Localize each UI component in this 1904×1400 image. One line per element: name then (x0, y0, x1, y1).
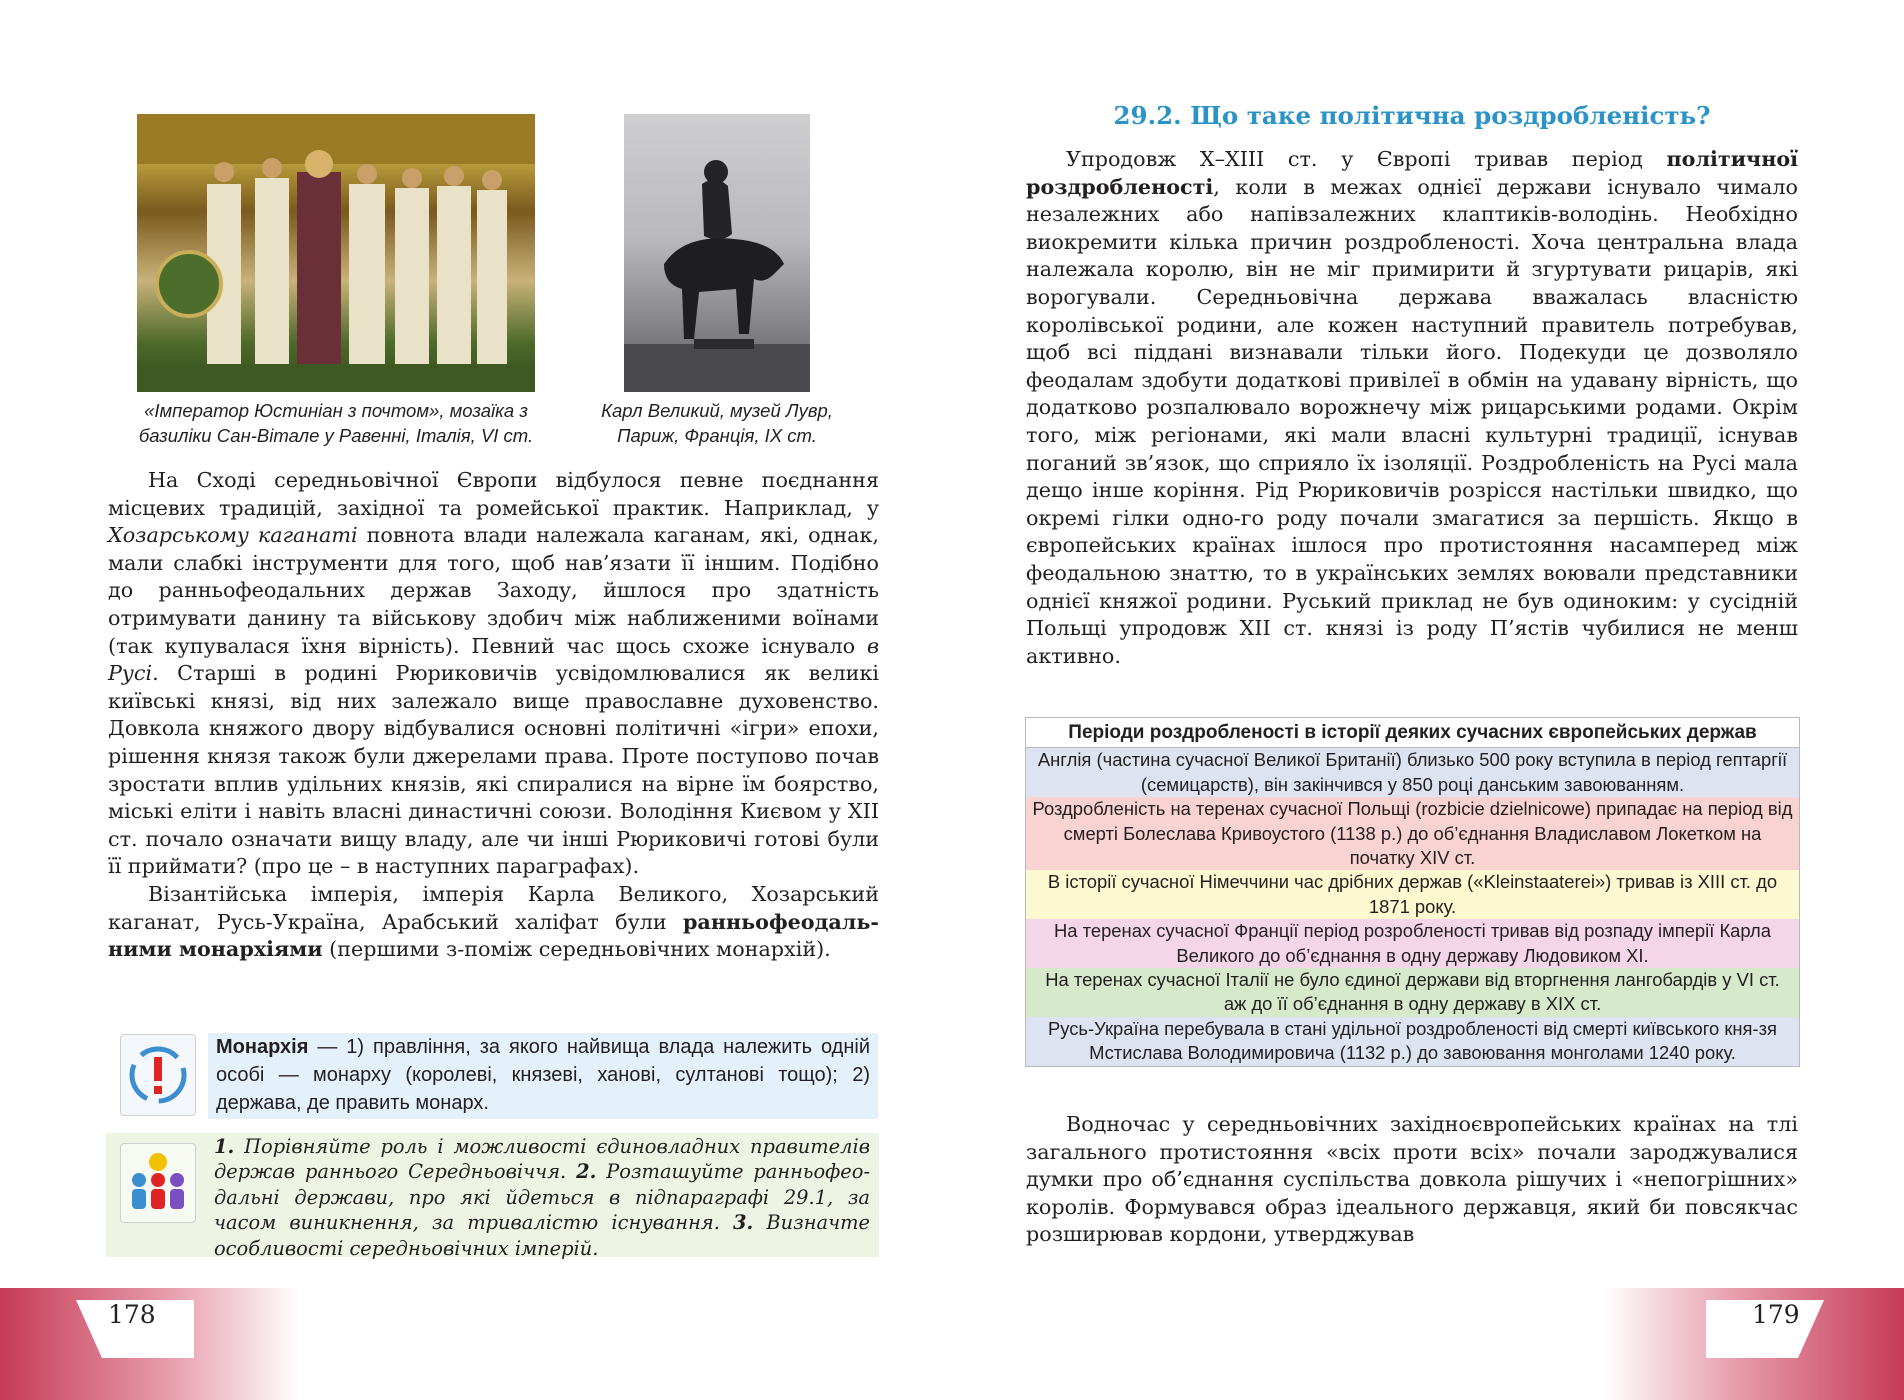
table-row: В історії сучасної Німеччини час дрібних держав («Kleinstaaterei») тривав із XIII ст. до 1871 року. (1026, 870, 1799, 919)
right-paragraph-1: Упродовж X–XIII ст. у Європі тривав період політичної роздробленості, коли в межах однієї держави існувало чимало незалежних або напівзалежних клаптиків-володінь. Необхідно виокремити кілька причин роздробленості. Хоча центральна влада належала королю, він не міг примирити й згуртувати рицарів, які ворогували. Середньовічна держава вважалась власністю королівської родини, але кожен наступний правитель потребував, щоб всі піддані визнавали тільки його. Подекуди це дозволяло феодалам здобути додаткові привілеї в обмін на удавану вірність, що додатково розпалювало ворожнечу між рицарськими родами. Окрім того, між регіонами, які мали власні культурні традиції, існував поганий зв’язок, що сприяло їх ізоляції. Роздробленість на Русі мала дещо інше коріння. Рід Рюриковичів розрісся настільки швидко, що окремі гілки одно-го роду почали змагатися за першість. Якщо в європейських країнах ішлося про протистояння насамперед між феодальною знаттю, то в українських землях воювали представники однієї княжої родини. Руський приклад не був одиноким: у сусідній Польщі упродовж XII ст. князі із роду П’ястів чубилися не менш активно. (1026, 147, 1798, 668)
mosaic-figures-illustration (137, 114, 535, 392)
exclamation-cycle-icon (120, 1034, 196, 1116)
right-body-text-2 (1026, 1111, 1798, 1249)
mosaic-caption: «Імператор Юстиніан з почтом», мозаїка з базиліки Сан-Вітале у Равенні, Італія, VI ст. (138, 400, 534, 446)
right-body-text (1026, 146, 1798, 670)
tasks-text: 1. Порівняйте роль і можливості єдиновладних правителів держав раннього Середньовіччя. 2. Розташуйте ранньофео-дальні держави, про які йдеться в підпараграфі 29.1, за часом виникнення, за тривалістю існування. 3. Визначте особливості середньовічних імперій. (214, 1135, 871, 1260)
table-row: Русь-Україна перебувала в стані удільної роздробленості від смерті київського кня-зя Мстислава Володимировича (1132 р.) до завоювання монголами 1240 року. (1026, 1017, 1799, 1066)
fragmentation-periods-table (1025, 717, 1800, 1067)
in-rus-term: в Русі (108, 633, 879, 686)
table-row: На теренах сучасної Італії не було єдиної держави від вторгнення лангобардів у VI ст. аж до її об’єднання в одну державу в XIX ст. (1026, 968, 1799, 1017)
people-group-icon (120, 1143, 196, 1223)
left-body-text (108, 467, 879, 964)
monarchy-definition (208, 1033, 878, 1119)
right-page-number: 179 (1752, 1300, 1800, 1329)
section-heading: 29.2. Що таке політична роздробленість? (1113, 101, 1711, 130)
khazar-khaganate-term: Хозарському каганаті (108, 523, 358, 548)
table-row: Роздробленість на теренах сучасної Польщі (rozbicie dzielnicowe) припадає на період від смерті Болеслава Кривоустого (1138 р.) до об’єднання Владиславом Локетком на початку XIV ст. (1026, 797, 1799, 870)
political-fragmentation-term: політичної роздробленості (1026, 147, 1798, 199)
left-page-number: 178 (108, 1300, 156, 1329)
definition-term: Монархія (216, 1036, 309, 1058)
table-row: Англія (частина сучасної Великої Британії) близько 500 року вступила в період гептаргії (семицарств), він закінчився у 850 році данським завоюванням. (1026, 748, 1799, 797)
definition-text: — 1) правління, за якого найвища влада належить одній особі — монарху (королеві, князеві, ханові, султанові тощо); 2) держава, де править монарх. (216, 1036, 870, 1114)
early-feudal-monarchies-term: ранньофеодаль-ними монархіями (108, 909, 879, 962)
right-paragraph-2: Водночас у середньовічних західноєвропейських країнах на тлі загального протистояння «всіх проти всіх» почали зароджувалися думки про об’єднання суспільства довкола рішучих і «непогрішних» королів. Формувався образ ідеального державця, який би повсякчас розширював кордони, утверджував (1026, 1112, 1798, 1247)
left-paragraph-1: На Сході середньовічної Європи відбулося певне поєднання місцевих традицій, західної та ромейської практик. Наприклад, у Хозарському каганаті повнота влади належала каганам, які, однак, мали слабкі інструменти для того, щоб нав’язати її іншим. Подібно до ранньофеодальних держав Заходу, йшлося про здатність отримувати данину та військову здобич між наближеними воїнами (так купувалася їхня вірність). Певний час щось схоже існувало в Русі. Старші в родині Рюриковичів усвідомлювалися як великі київські князі, від них залежало вище православне духовенство. Довкола княжого двору відбувалися основні політичні «ігри» епохи, рішення князя також були джерелами права. Проте поступово почав зростати вплив удільних князів, які спиралися на вірне їм боярство, міські еліти і навіть власні династичні союзи. Володіння Києвом у XII ст. почало означати вищу владу, але чи інші Рюриковичі готові були її приймати? (про це – в наступних параграфах). (108, 468, 879, 879)
justinian-mosaic-image (137, 114, 535, 392)
charlemagne-statue-image (624, 114, 810, 392)
left-paragraph-2: Візантійська імперія, імперія Карла Великого, Хозарський каганат, Русь-Україна, Арабський халіфат були ранньофеодаль-ними монархіями (першими з-поміж середньовічних монархій). (108, 881, 879, 962)
table-row: На теренах сучасної Франції період розробленості тривав від розпаду імперії Карла Великого до об’єднання в одну державу Людовиком XI. (1026, 919, 1799, 968)
statue-caption: Карл Великий, музей Лувр, Париж, Франція, IX ст. (601, 400, 833, 446)
equestrian-statue-illustration (624, 114, 810, 392)
table-header: Періоди роздробленості в історії деяких сучасних європейських держав (1026, 718, 1799, 748)
